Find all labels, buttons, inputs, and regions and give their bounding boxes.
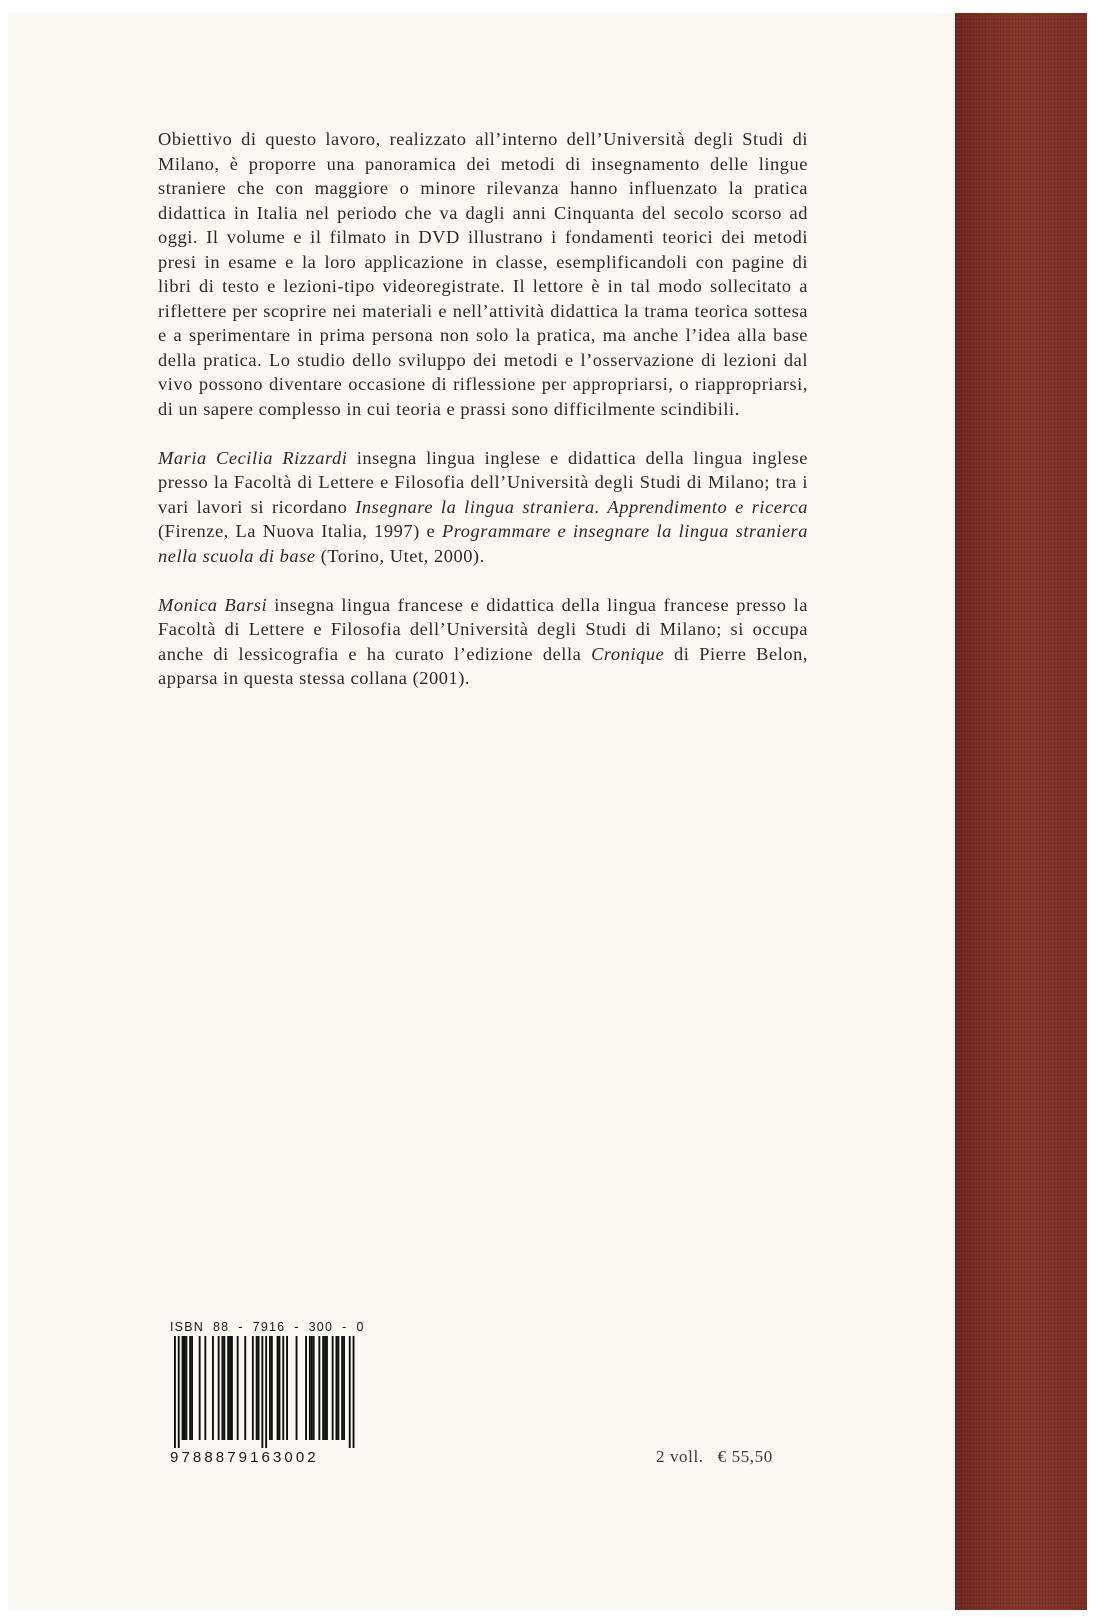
barcode-bar	[189, 1336, 191, 1440]
barcode-digits: 9788879163002	[170, 1449, 319, 1466]
author1-bio-text: (Torino, Utet, 2000).	[315, 545, 485, 566]
price-label: € 55,50	[717, 1447, 773, 1466]
barcode-bar	[178, 1336, 180, 1448]
barcode-bar	[309, 1336, 311, 1440]
barcode-bar	[237, 1336, 239, 1440]
author2-bio-text: insegna lingua francese e didattica della lingua francese presso la Facoltà di Lettere e Filosofia dell’Università degli Studi di Milano; si occupa anche di lessicografia e ha curato l’edizione della	[158, 594, 808, 664]
description-paragraph: Obiettivo di questo lavoro, realizzato all’interno dell’Università degli Studi di Milano, è proporre una panoramica dei metodi di insegnamento delle lingue straniere che con maggiore o minore rilevanza hanno influenzato la pratica didattica in Italia nel periodo che va dagli anni Cinquanta del secolo scorso ad oggi. Il volume e il filmato in DVD illustrano i fondamenti teorici dei metodi presi in esame e la loro applicazione in classe, esemplificandoli con pagine di libri di testo e lezioni-tipo videoregistrate. Il lettore è in tal modo sollecitato a riflettere per scoprire nei materiali e nell’attività didattica la trama teorica sottesa e a sperimentare in prima persona non solo la pratica, ma anche l’idea alla base della pratica. Lo studio dello sviluppo dei metodi e l’osservazione di lezioni dal vivo possono diventare occasione di riflessione per appropriarsi, o riappropriarsi, di un sapere complesso in cui teoria e prassi sono difficilmente scindibili.	[158, 129, 808, 419]
barcode-bar	[256, 1336, 258, 1440]
barcode-bar	[244, 1336, 246, 1440]
isbn-label	[170, 1320, 365, 1334]
isbn-group: -	[238, 1320, 244, 1334]
isbn-group: 88	[212, 1320, 230, 1334]
barcode-bar	[223, 1336, 225, 1440]
barcode-bar	[318, 1336, 320, 1440]
barcode-bar	[305, 1336, 307, 1440]
barcode-bar	[341, 1336, 343, 1440]
author1-bio	[158, 446, 808, 569]
isbn-block	[170, 1320, 370, 1480]
price-block	[656, 1447, 773, 1467]
barcode-bar	[184, 1336, 186, 1440]
barcode-bar	[271, 1336, 273, 1440]
barcode-bar	[222, 1336, 224, 1440]
barcode-bar	[322, 1336, 324, 1440]
author2-bio-text: di Pierre Belon, apparsa in questa stessa collana (2001).	[158, 643, 809, 688]
author1-bio-text: (Firenze, La Nuova Italia, 1997) e	[158, 521, 442, 541]
barcode-bar	[332, 1336, 334, 1440]
barcode-bar	[296, 1336, 298, 1440]
author2-name: Monica Barsi	[158, 594, 268, 615]
barcode-bar	[313, 1336, 315, 1440]
barcode-bar	[199, 1336, 201, 1440]
barcode-bar	[191, 1336, 193, 1440]
barcode-bar	[204, 1336, 206, 1440]
volume-count: 2 voll.	[656, 1447, 704, 1466]
author1-work-title: Insegnare la lingua straniera. Apprendimento e ricerca	[355, 496, 808, 517]
barcode-bar	[218, 1336, 220, 1440]
author2-bio	[158, 593, 808, 691]
barcode-bar	[343, 1336, 345, 1440]
barcode-bar	[311, 1336, 313, 1440]
barcode-bar	[174, 1336, 176, 1448]
isbn-group: 7916	[252, 1320, 286, 1334]
barcode-bar	[265, 1336, 267, 1448]
barcode-bar	[353, 1336, 355, 1448]
barcode-bar	[269, 1336, 271, 1440]
author1-bio-text: insegna lingua inglese e didattica della lingua inglese presso la Facoltà di Lettere e Filosofia dell’Università degli Studi di Milano; tra i vari lavori si ricordano	[158, 447, 808, 517]
barcode-bar	[337, 1336, 339, 1440]
isbn-group: -	[294, 1320, 300, 1334]
barcode-bar	[279, 1336, 281, 1440]
barcode-bar	[185, 1336, 187, 1440]
barcode-bar	[349, 1336, 351, 1448]
back-cover-text	[158, 127, 808, 691]
isbn-group: 0	[356, 1320, 365, 1334]
isbn-group: 300	[308, 1320, 334, 1334]
barcode-bar	[229, 1336, 231, 1440]
barcode-bar	[252, 1336, 254, 1440]
isbn-prefix: ISBN	[170, 1320, 204, 1334]
book-spine	[955, 13, 1087, 1610]
author1-name: Maria Cecilia Rizzardi	[158, 447, 348, 468]
barcode	[170, 1336, 366, 1448]
isbn-group: -	[342, 1320, 348, 1334]
barcode-bar	[282, 1336, 284, 1440]
barcode-bar	[324, 1336, 326, 1440]
barcode-bar	[326, 1336, 328, 1440]
barcode-bar	[258, 1336, 260, 1440]
barcode-bar	[336, 1336, 338, 1440]
barcode-bar	[182, 1336, 184, 1440]
author2-work-title: Cronique	[591, 643, 665, 664]
barcode-bar	[286, 1336, 288, 1440]
barcode-bar	[212, 1336, 214, 1440]
barcode-bar	[261, 1336, 263, 1448]
barcode-bar	[277, 1336, 279, 1440]
barcode-bar	[227, 1336, 229, 1440]
author1-work-title: Programmare e insegnare la lingua straniera nella scuola di base	[158, 521, 808, 566]
barcode-bar	[231, 1336, 233, 1440]
